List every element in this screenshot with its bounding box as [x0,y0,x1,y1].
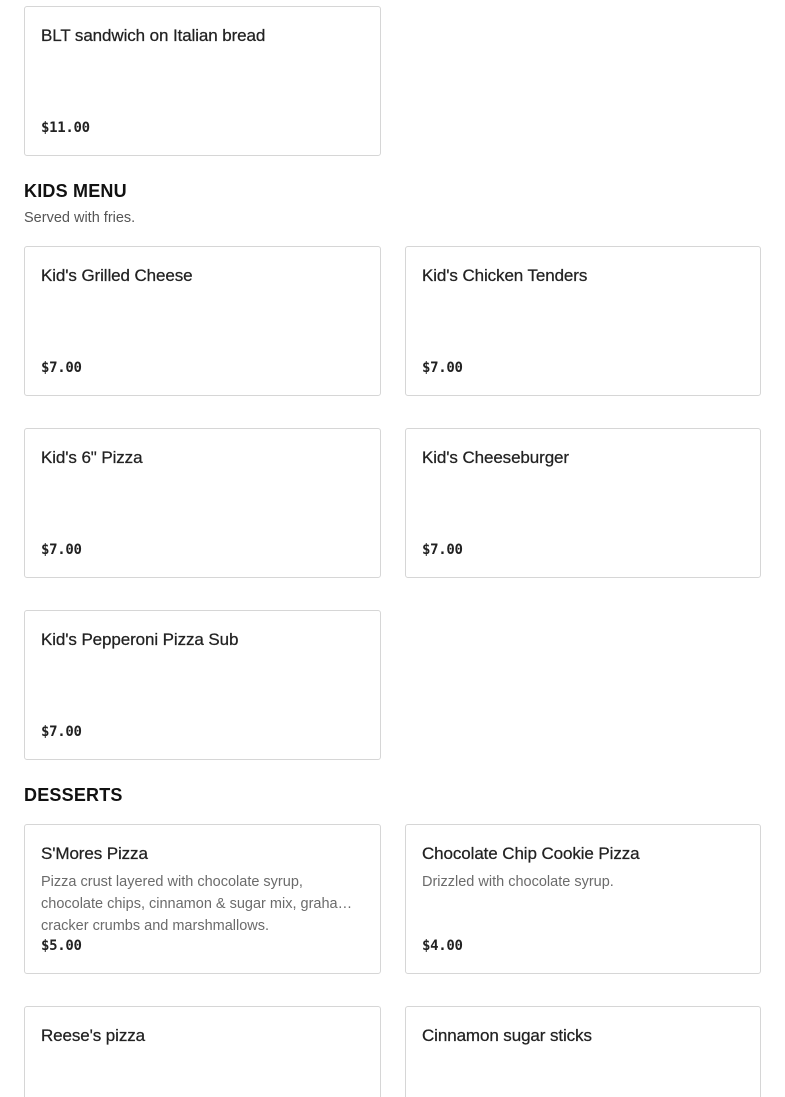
menu-item-price: $11.00 [41,120,90,136]
menu-item-card[interactable] [24,428,381,578]
menu-item-card[interactable] [24,824,381,974]
menu-item-card[interactable] [24,610,381,760]
menu-item-name: Chocolate Chip Cookie Pizza [422,844,640,863]
menu-item-price: $7.00 [41,542,82,558]
menu-item-name: Kid's 6" Pizza [41,448,143,467]
menu-item-card[interactable] [405,824,761,974]
menu-item-name: Reese's pizza [41,1026,145,1045]
section-title-kids-menu: KIDS MENU [24,181,127,201]
menu-item-name: Kid's Grilled Cheese [41,266,193,285]
menu-item-name: S'Mores Pizza [41,844,148,863]
menu-item-card[interactable] [405,428,761,578]
menu-item-price: $5.00 [41,938,82,954]
menu-item-name: Cinnamon sugar sticks [422,1026,592,1045]
menu-item-description: Drizzled with chocolate syrup. [422,874,614,890]
menu-item-card[interactable] [24,1006,381,1097]
menu-item-card[interactable] [24,6,381,156]
menu-item-name: Kid's Cheeseburger [422,448,569,467]
menu-item-price: $7.00 [41,360,82,376]
menu-item-card[interactable] [405,1006,761,1097]
menu-item-price: $4.00 [422,938,463,954]
menu-item-name: Kid's Chicken Tenders [422,266,588,285]
menu-item-name: BLT sandwich on Italian bread [41,26,266,45]
menu-item-card[interactable] [24,246,381,396]
menu-item-description: Pizza crust layered with chocolate syrup, chocolate chips, cinnamon & sugar mix, graham cracker crumbs and marshmallows. [41,874,350,934]
section-subtitle-kids-menu: Served with fries. [24,210,136,226]
menu-item-card[interactable] [405,246,761,396]
menu-item-price: $7.00 [422,360,463,376]
menu-item-price: $7.00 [422,542,463,558]
menu-item-price: $7.00 [41,724,82,740]
menu-item-name: Kid's Pepperoni Pizza Sub [41,630,239,649]
section-title-desserts: DESSERTS [24,785,123,805]
